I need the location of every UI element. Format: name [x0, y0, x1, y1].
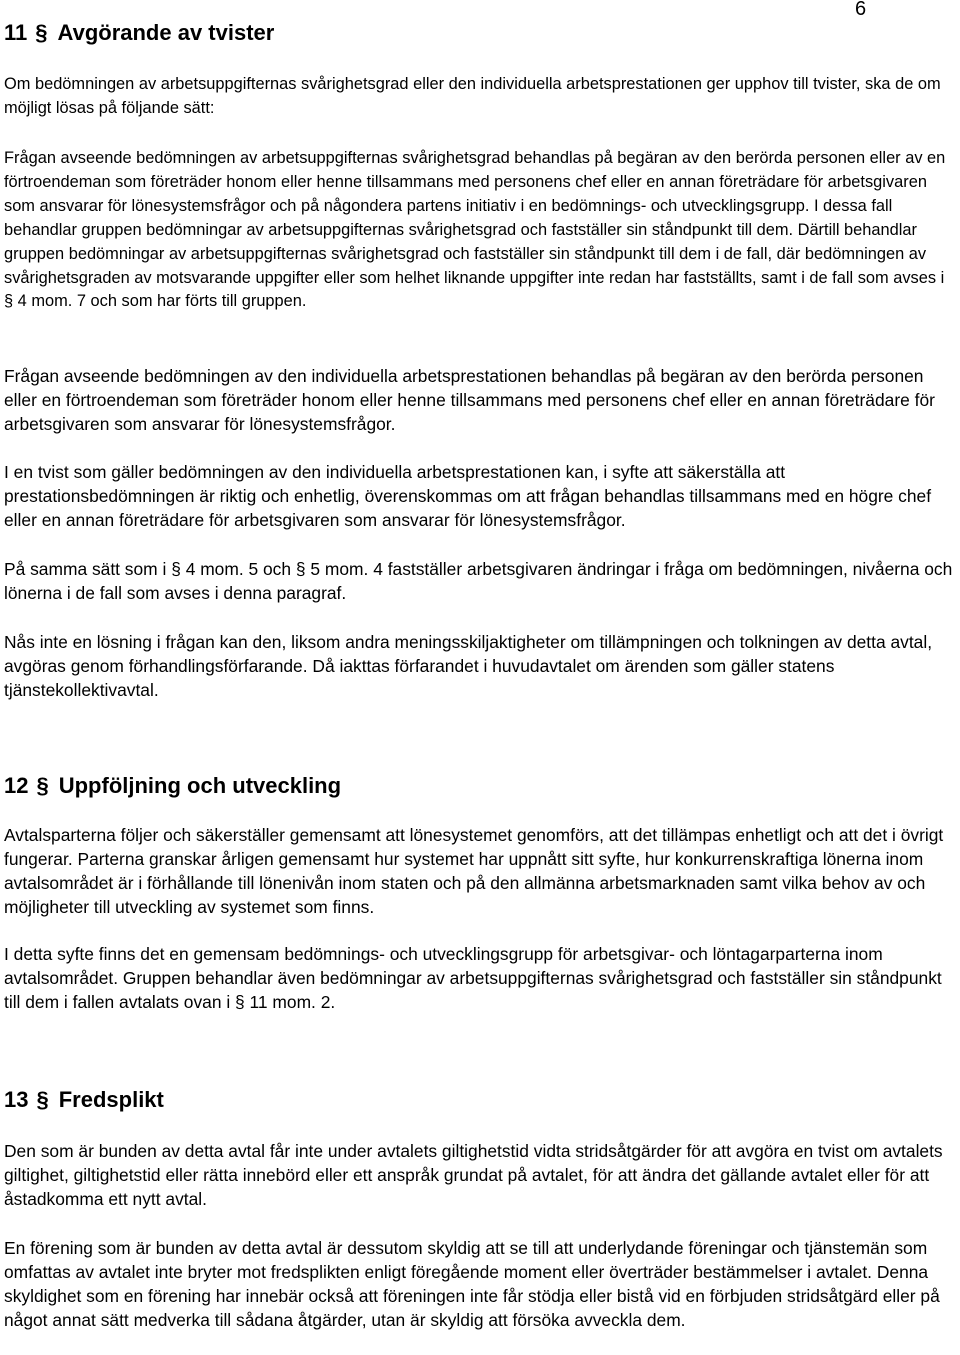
section-symbol: §	[35, 20, 48, 45]
paragraph: I detta syfte finns det en gemensam bedömnings- och utvecklingsgrupp för arbetsgivar- och löntagarparterna inom avtalsområdet. Gruppen behandlar även bedömningar av arbetsuppgifternas svårighetsgrad och fastställer sin ståndpunkt till dem i fallen avtalats ovan i § 11 mom. 2.	[4, 944, 942, 1012]
paragraph: Nås inte en lösning i frågan kan den, liksom andra meningsskiljaktigheter om tillämpningen och tolkningen av detta avtal, avgöras genom förhandlingsförfarande. Då iakttas förfarandet i huvudavtalet om ärenden som gäller statens tjänstekollektivavtal.	[4, 632, 933, 700]
paragraph: Den som är bunden av detta avtal får inte under avtalets giltighetstid vidta stridsåtgärder för att avgöra en tvist om avtalets giltighet, giltighetstid eller rätta innebörd eller ett anspråk grundat på avtalet, för att ändra det gällande avtalet eller för att åstadkomma ett nytt avtal.	[4, 1141, 943, 1209]
section-11-heading	[4, 20, 274, 46]
page-number: 6	[855, 0, 867, 20]
section-number: 13	[4, 1087, 29, 1112]
paragraph: På samma sätt som i § 4 mom. 5 och § 5 mom. 4 fastställer arbetsgivaren ändringar i fråga om bedömningen, nivåerna och lönerna i de fall som avses i denna paragraf.	[4, 559, 953, 603]
section-title: Uppföljning och utveckling	[58, 773, 342, 798]
section-title: Avgörande av tvister	[57, 20, 275, 45]
paragraph: Om bedömningen av arbetsuppgifternas svårighetsgrad eller den individuella arbetsprestationen ger upphov till tvister, ska de om möjligt lösas på följande sätt:	[4, 75, 941, 117]
section-title: Fredsplikt	[58, 1087, 164, 1112]
paragraph: Frågan avseende bedömningen av den individuella arbetsprestationen behandlas på begäran av den berörda personen eller en förtroendeman som företräder honom eller henne tillsammans med personens chef eller en annan företrädare för arbetsgivaren som ansvarar för lönesystemsfrågor.	[4, 366, 935, 434]
section-12-heading	[4, 773, 341, 799]
section-number: 12	[4, 773, 29, 798]
paragraph: En förening som är bunden av detta avtal är dessutom skyldig att se till att underlydande föreningar och tjänstemän som omfattas av avtalet inte bryter mot fredsplikten enligt föregående moment eller överträder bestämmelser i avtalet. Denna skyldighet som en förening har innebär också att föreningen inte får stödja eller bistå vid en förbjuden stridsåtgärd eller på något annat sätt medverka till sådana åtgärder, utan är skyldig att försöka avveckla dem.	[4, 1238, 940, 1330]
paragraph: I en tvist som gäller bedömningen av den individuella arbetsprestationen kan, i syfte att säkerställa att prestationsbedömningen är riktig och enhetlig, överenskommas om att frågan behandlas tillsammans med en högre chef eller en annan företrädare för arbetsgivaren som ansvarar för lönesystemsfrågor.	[4, 462, 932, 530]
paragraph: Frågan avseende bedömningen av arbetsuppgifternas svårighetsgrad behandlas på begäran av den berörda personen eller av en förtroendeman som företräder honom eller henne tillsammans med personens chef eller en annan företrädare för arbetsgivaren som ansvarar för lönesystemsfrågor och på någondera partens initiativ i en bedömnings- och utvecklingsgrupp. I dessa fall behandlar gruppen bedömningar av arbetsuppgifternas svårighetsgrad och fastställer sin ståndpunkt till dem. Därtill behandlar gruppen bedömningar av arbetsuppgifternas svårighetsgrad och fastställer sin ståndpunkt till dem i de fall, där bedömningen av svårighetsgraden av motsvarande uppgifter eller som helhet liknande uppgifter inte redan har fastställts, samt i de fall som avses i § 4 mom. 7 och som har förts till gruppen.	[4, 149, 946, 311]
section-symbol: §	[36, 1087, 49, 1112]
section-number: 11	[4, 20, 28, 45]
paragraph: Avtalsparterna följer och säkerställer gemensamt att lönesystemet genomförs, att det tillämpas enhetligt och att det i övrigt fungerar. Parterna granskar årligen gemensamt hur systemet har uppnått sitt syfte, hur konkurrenskraftiga lönerna inom avtalsområdet är i förhållande till lönenivån inom staten och på den allmänna arbetsmarknaden samt vilka behov av och möjligheter till utveckling av systemet som finns.	[4, 825, 944, 917]
section-symbol: §	[36, 773, 49, 798]
section-13-heading	[4, 1087, 164, 1113]
